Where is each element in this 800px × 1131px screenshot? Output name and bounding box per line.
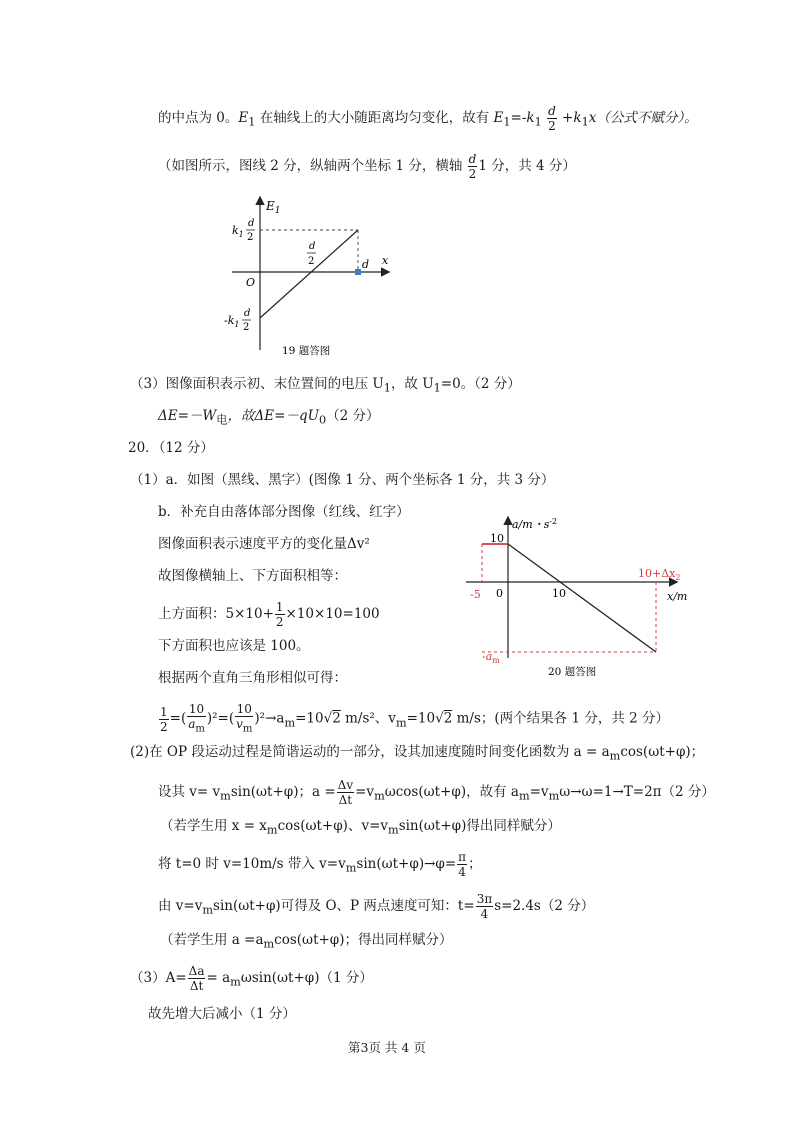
q20-part2a: (2)在 OP 段运动过程是简谐运动的一部分，设其加速度随时间变化函数为 $a = a_m\cos(\omega t+\varphi)$； [130, 744, 705, 763]
fig20-axis-x-label: x/m [667, 590, 688, 603]
fig19-neg-frac-num: d [244, 308, 251, 319]
q20-part1h: $\frac{1}{2}$ =( $\frac{10}{a_m}$ )²=( $\frac{10}{v_m}$ )$^2\to a_m=10√2$ m/s²、$v_m=10√2$ m/s；(两个结果各 1 分，共 2 分） [160, 702, 669, 735]
fig19-d-label: d [362, 258, 370, 271]
q19-part3-line1: （3）图像面积表示初、末位置间的电压 $U_1$，故 $U_1=0$。（2 分） [130, 376, 521, 395]
q20-part3: （3）A= $\frac{\Delta a}{\Delta t}$ = $a_m\omega\sin(\omega t+\varphi)(1$ 分） [130, 964, 373, 993]
q20-title: 20．（12 分） [128, 440, 214, 456]
fig19-caption: 19 题答图 [282, 345, 331, 357]
fig19-d-marker [355, 269, 361, 275]
q19-part3-line2: $\Delta E=-W_电$，故$\Delta E=-qU_0(2$ 分） [158, 408, 380, 427]
fig19-k1-label: $k_1$ [232, 224, 244, 239]
fig19-axis-y-label: $E_1$ [266, 199, 281, 216]
fig19-origin-label: O [246, 276, 256, 289]
fig19-k1-frac-den: 2 [247, 232, 254, 243]
q20-part3-conclusion: 故先增大后减小（1 分） [148, 1006, 296, 1022]
q20-part1d: 故图像横轴上、下方面积相等： [158, 568, 347, 584]
fig20-axis-y-label: a/m・$s^{-2}$ [512, 517, 558, 531]
q20-part2d: 将 t=0 时 v=10m/s 带入 $v=v_m\sin(\omega t+\varphi)\to\varphi=$ $\frac{\pi}{4}$ ； [158, 850, 482, 879]
fig20-ten-y-label: 10 [490, 532, 504, 545]
q20-part2f: （若学生用 $a =a_m\cos(\omega t+\varphi)$；得出同样赋分） [160, 932, 453, 951]
q20-part1c: 图像面积表示速度平方的变化量Δv² [158, 536, 370, 552]
fig19-neg-frac-den: 2 [243, 322, 250, 333]
q20-part1b: b．补充自由落体部分图像（红线、红字） [158, 504, 410, 520]
q20-part1e: 上方面积：5×10+ $\frac{1}{2}$ ×10×10=100 [158, 600, 380, 629]
q20-part1f: 下方面积也应该是 100。 [158, 638, 310, 654]
fig19-mid-frac-den: 2 [308, 256, 315, 267]
q20-part2e: 由 $v=v_m\sin(\omega t+\varphi)$可得及 O、P 两点速度可知：t= $\frac{3\pi}{4}$ s=2.4s（2 分） [158, 892, 595, 921]
q20-part2c: （若学生用 $x = x_m\cos(\omega t+\varphi)$、$v=v_m\sin(\omega t+\varphi)$得出同样赋分） [160, 818, 561, 837]
fig20-caption: 20 题答图 [548, 666, 597, 678]
fig20-neg5-label: -5 [470, 588, 481, 601]
q20-part2b: 设其 $v= v_m\sin(\omega t+\varphi)$；a = $\frac{\Delta v}{\Delta t}$ $=v_m\omega\cos(\omega t+\varphi)$，故有 $a_m=v_m\omega\to\omega=1\to T=2\pi(2$ 分） [158, 778, 715, 807]
fraction-d-over-2: $\frac{d}{2}$ [548, 104, 556, 133]
page-footer: 第3页 共 4 页 [348, 1040, 426, 1055]
q20-part1g: 根据两个直角三角形相似可得： [158, 670, 347, 686]
fig20-am-label: $-a_m$ [482, 650, 500, 665]
answer-line-e1-formula: 的中点为 0。$E_1$ 在轴线上的大小随距离均匀变化，故有 $E_1=-k_1$ $\frac{d}{2}$ $+k_1x$（公式不赋分）。 [158, 104, 698, 133]
fig19-mid-frac-num: d [309, 241, 316, 252]
fraction-d-over-2: $\frac{d}{2}$ [468, 152, 477, 181]
figure-19-e1-graph [220, 190, 420, 365]
fig19-k1-frac-num: d [248, 218, 255, 229]
scoring-note-fig19: （如图所示，图线 2 分，纵轴两个坐标 1 分，横轴 $\frac{d}{2}$ 1 分，共 4 分） [158, 152, 576, 181]
fig20-zero-label: 0 [496, 587, 503, 600]
fig19-axis-x-label: x [382, 254, 389, 267]
fig20-a-line [508, 544, 656, 652]
fig19-neg-k1-label: $-k_1$ [224, 314, 240, 329]
figure-20-a-x-graph [462, 510, 692, 680]
fig20-ten-x-label: 10 [552, 587, 566, 600]
fig20-right-label: $10+\Delta x_2$ [638, 567, 681, 582]
q20-part1a: （1）a．如图（黑线、黑字）(图像 1 分、两个坐标各 1 分，共 3 分） [130, 472, 555, 488]
